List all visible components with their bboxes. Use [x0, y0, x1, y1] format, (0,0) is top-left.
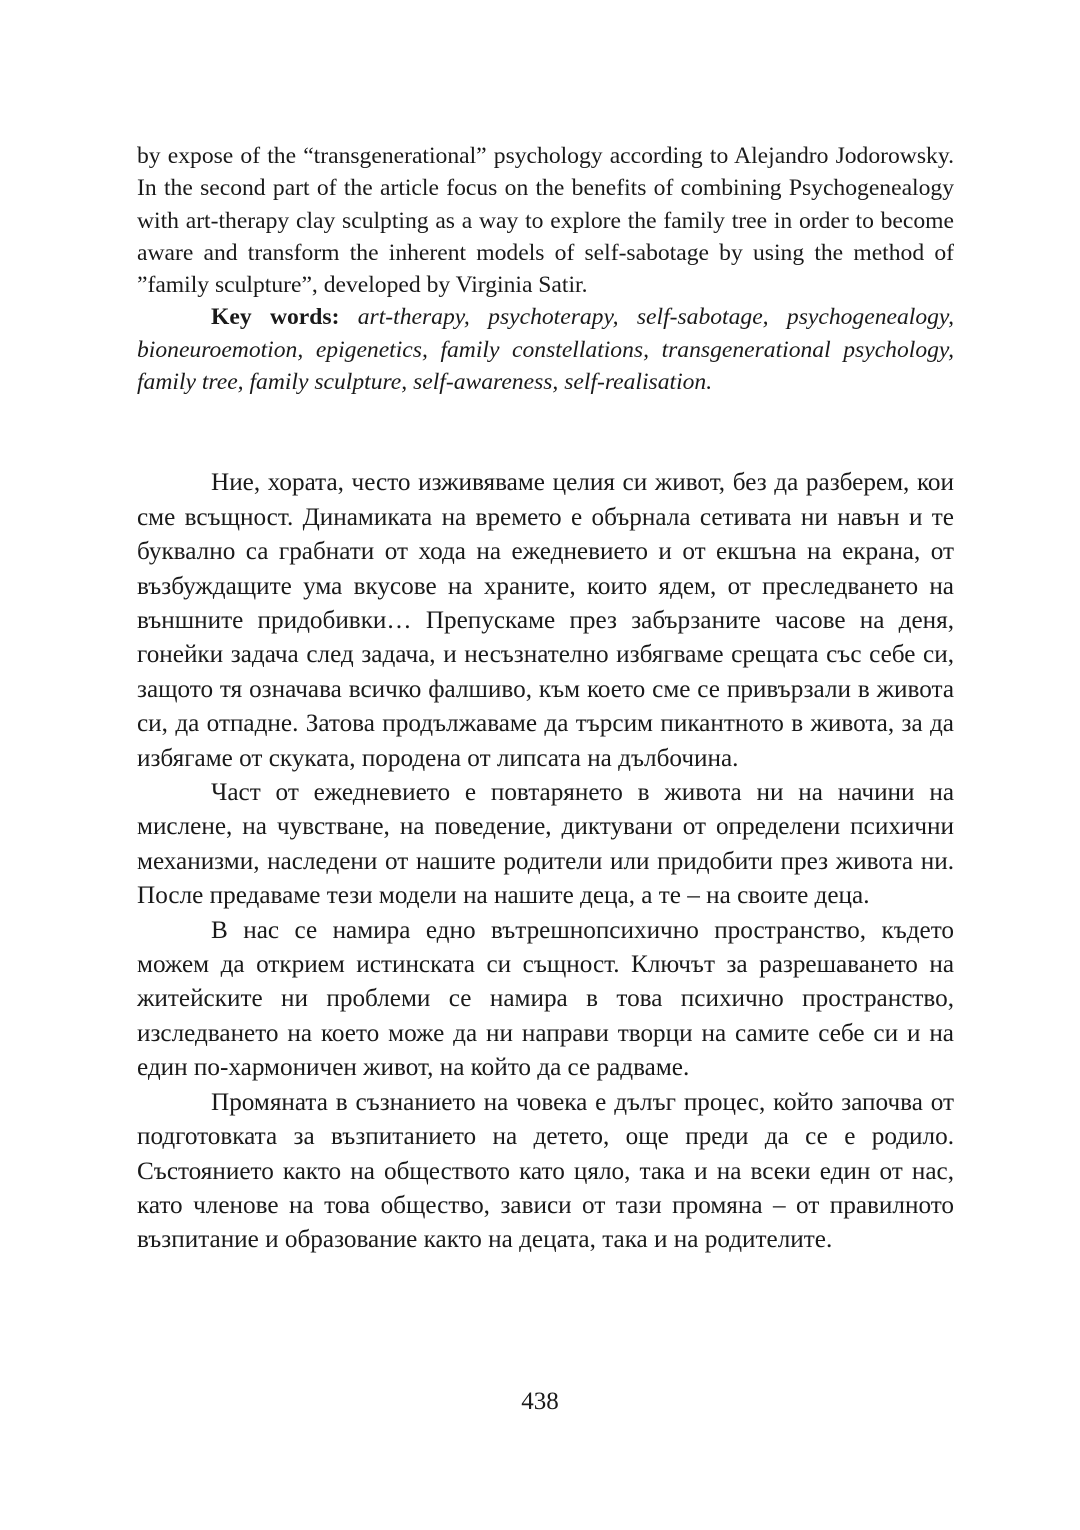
keywords-list: art-therapy, psychoterapy, self-sabotage, psychogenealogy, bioneuroemotion, epigenetics, family constellations, transgenerational psychology, family tree, family sculpture, self-awareness, self-realisation. — [137, 304, 954, 396]
body-paragraph-1: Ние, хората, често изживяваме целия си живот, без да разберем, кои сме всъщност. Динамиката на времето е обърнала сетивата ни навън и те буквално са грабнати от хода на ежедневието и от екшъна на екрана, от възбуждащите ума вкусове на храните, които ядем, от преследването на външните придобивки… Препускаме през забързаните часове на деня, гонейки задача след задача, и несъзнателно избягваме срещата със себе си, защото тя означава всичко фалшиво, към което сме се привързали в живота си, да отпадне. Затова продължаваме да търсим пикантното в живота, за да избягаме от скуката, породена от липсата на дълбочина. — [137, 469, 954, 772]
body-paragraph-4: Промяната в съзнанието на човека е дълъг процес, който започва от подготовката за възпитанието на детето, още преди да се е родило. Състоянието както на обществото като цяло, така и на всеки един от нас, като членове на това общество, зависи от тази промяна – от правилното възпитание и образование както на децата, така и на родителите. — [137, 1088, 954, 1254]
keywords-label: Key words: — [211, 304, 340, 331]
keywords-paragraph — [137, 301, 954, 398]
article-body — [137, 466, 954, 1257]
page-content — [137, 140, 954, 1258]
page-number: 438 — [521, 1388, 559, 1415]
abstract-section — [137, 140, 954, 398]
body-paragraph-2: Част от ежедневието е повтарянето в живота ни на начини на мислене, на чувстване, на поведение, диктувани от определени психични механизми, наследени от нашите родители или придобити през живота ни. После предаваме тези модели на нашите деца, а те – на своите деца. — [137, 779, 954, 910]
body-paragraph-3: В нас се намира едно вътрешнопсихично пространство, където можем да открием истинската си същност. Ключът за разрешаването на житейските ни проблеми се намира в това психично пространство, изследването на което може да ни направи творци на самите себе си и на един по-хармоничен живот, на който да се радваме. — [137, 916, 954, 1082]
abstract-continuation: by expose of the “transgenerational” psychology according to Alejandro Jodorowsky. In the second part of the article focus on the benefits of combining Psychogenealogy with art-therapy clay sculpting as a way to explore the family tree in order to become aware and transform the inherent models of self-sabotage by using the method of ”family sculpture”, developed by Virginia Satir. — [137, 143, 954, 299]
